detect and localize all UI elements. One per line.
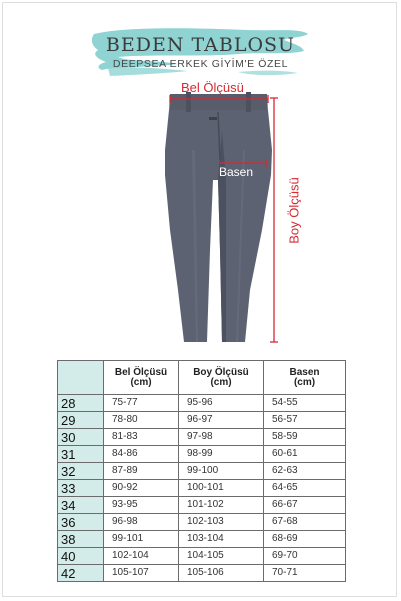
size-cell: 40 [58, 548, 104, 565]
hip-cell: 68-69 [264, 531, 346, 548]
header-text: Basen (cm) [289, 366, 320, 388]
table-row [58, 497, 346, 514]
table-row [58, 531, 346, 548]
table-row [58, 429, 346, 446]
size-cell: 31 [58, 446, 104, 463]
hip-cell: 69-70 [264, 548, 346, 565]
waist-cell: 84-86 [104, 446, 179, 463]
waist-cell: 78-80 [104, 412, 179, 429]
table-row [58, 412, 346, 429]
length-cell: 95-96 [179, 395, 264, 412]
length-cell: 103-104 [179, 531, 264, 548]
size-cell: 29 [58, 412, 104, 429]
header-text: Bel Ölçüsü (cm) [114, 366, 168, 388]
waist-cell: 75-77 [104, 395, 179, 412]
size-chart-table [57, 360, 346, 582]
waist-cell: 81-83 [104, 429, 179, 446]
waist-cell: 105-107 [104, 565, 179, 582]
table-header-corner [58, 361, 104, 395]
table-row [58, 480, 346, 497]
waist-cell: 102-104 [104, 548, 179, 565]
table-row [58, 463, 346, 480]
size-cell: 36 [58, 514, 104, 531]
size-cell: 42 [58, 565, 104, 582]
length-cell: 98-99 [179, 446, 264, 463]
hip-measure-label: Basen [219, 165, 254, 179]
size-cell: 32 [58, 463, 104, 480]
table-row [58, 514, 346, 531]
hip-cell: 66-67 [264, 497, 346, 514]
length-cell: 100-101 [179, 480, 264, 497]
length-measure-label: Boy Ölçüsü [286, 177, 302, 244]
hip-cell: 56-57 [264, 412, 346, 429]
length-cell: 102-103 [179, 514, 264, 531]
hip-cell: 70-71 [264, 565, 346, 582]
size-cell: 30 [58, 429, 104, 446]
length-cell: 104-105 [179, 548, 264, 565]
table-row [58, 446, 346, 463]
table-header-hip [264, 361, 346, 395]
hip-cell: 64-65 [264, 480, 346, 497]
waist-cell: 99-101 [104, 531, 179, 548]
size-cell: 38 [58, 531, 104, 548]
table-row [58, 565, 346, 582]
size-cell: 28 [58, 395, 104, 412]
hip-cell: 62-63 [264, 463, 346, 480]
length-cell: 97-98 [179, 429, 264, 446]
length-cell: 96-97 [179, 412, 264, 429]
length-cell: 99-100 [179, 463, 264, 480]
size-cell: 34 [58, 497, 104, 514]
hip-cell: 54-55 [264, 395, 346, 412]
length-cell: 101-102 [179, 497, 264, 514]
waist-cell: 90-92 [104, 480, 179, 497]
header-text: Boy Ölçüsü (cm) [193, 366, 249, 388]
size-cell: 33 [58, 480, 104, 497]
waist-cell: 87-89 [104, 463, 179, 480]
hip-cell: 67-68 [264, 514, 346, 531]
table-row [58, 548, 346, 565]
table-row [58, 395, 346, 412]
table-header-waist [104, 361, 179, 395]
waist-cell: 96-98 [104, 514, 179, 531]
length-cell: 105-106 [179, 565, 264, 582]
hip-cell: 60-61 [264, 446, 346, 463]
table-header-row [58, 361, 346, 395]
table-header-length [179, 361, 264, 395]
page-title: BEDEN TABLOSU [105, 34, 296, 56]
waist-cell: 93-95 [104, 497, 179, 514]
page-subtitle: DEEPSEA ERKEK GİYİM'E ÖZEL [112, 58, 289, 70]
hip-cell: 58-59 [264, 429, 346, 446]
waist-measure-label: Bel Ölçüsü [181, 80, 244, 95]
